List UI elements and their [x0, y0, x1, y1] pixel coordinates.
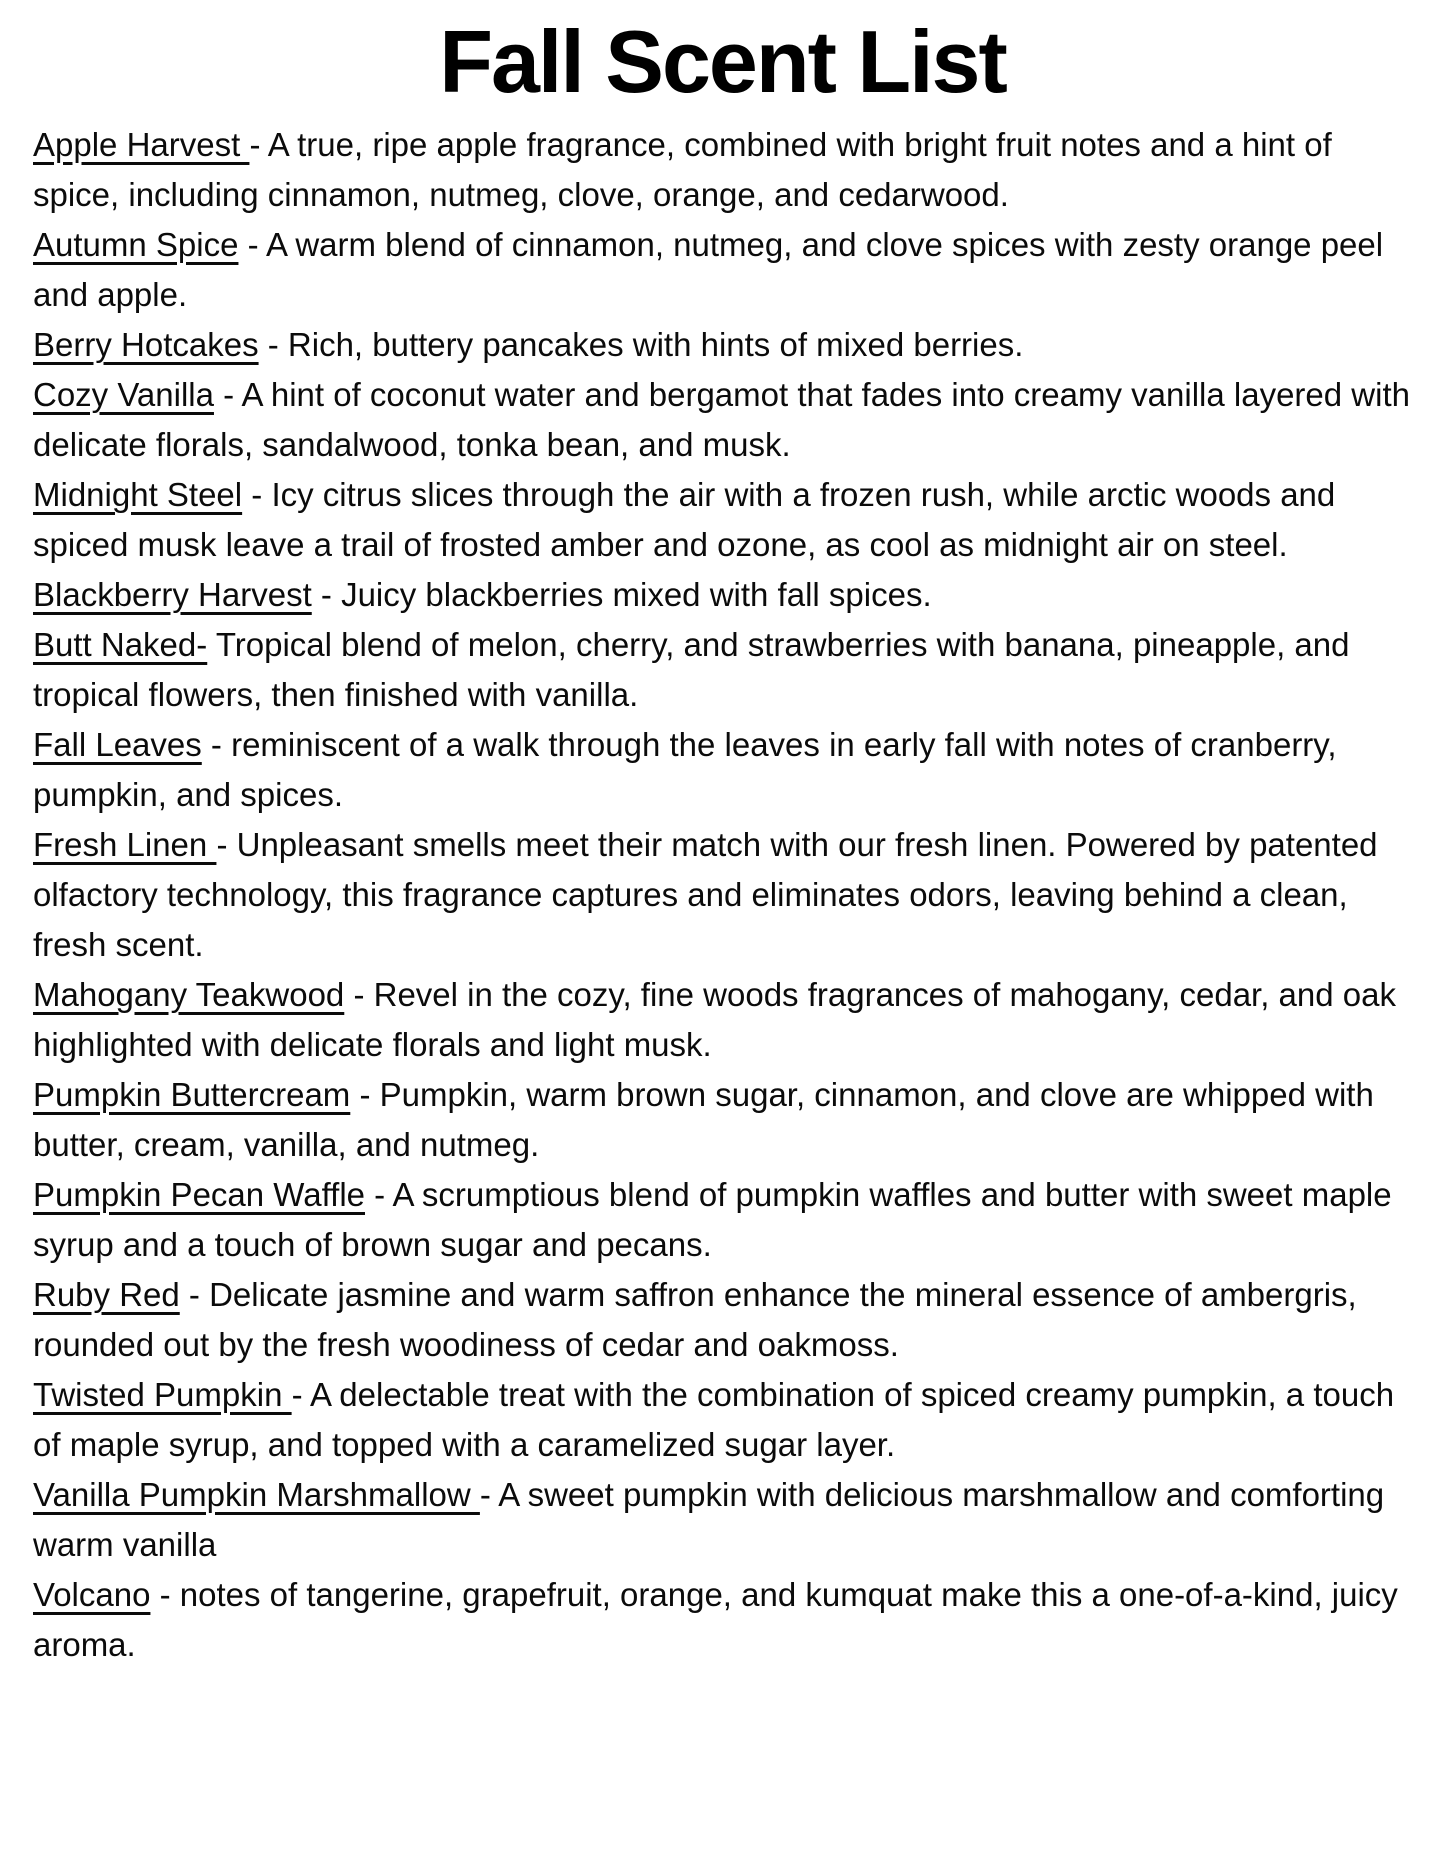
scent-separator: - — [249, 126, 268, 163]
scent-description: reminiscent of a walk through the leaves in early fall with notes of cranberry, pumpkin, and spices. — [33, 726, 1337, 813]
scent-entry — [33, 970, 1423, 1070]
scent-description: Icy citrus slices through the air with a frozen rush, while arctic woods and spiced musk leave a trail of frosted amber and ozone, as cool as midnight air on steel. — [33, 476, 1336, 563]
scent-entry — [33, 320, 1423, 370]
scent-name: Ruby Red — [33, 1276, 180, 1313]
scent-name: Volcano — [33, 1576, 151, 1613]
scent-separator: - — [179, 1276, 210, 1313]
scent-description: A true, ripe apple fragrance, combined with bright fruit notes and a hint of spice, including cinnamon, nutmeg, clove, orange, and cedarwood. — [33, 126, 1332, 213]
scent-entry — [33, 820, 1423, 970]
scent-entry — [33, 1270, 1423, 1370]
scent-entry — [33, 1470, 1423, 1570]
scent-description: Tropical blend of melon, cherry, and strawberries with banana, pineapple, and tropical flowers, then finished with vanilla. — [33, 626, 1350, 713]
scent-name: Midnight Steel — [33, 476, 243, 513]
scent-name: Fall Leaves — [33, 726, 202, 763]
scent-separator: - — [213, 376, 242, 413]
scent-name: Mahogany Teakwood — [33, 976, 345, 1013]
scent-name: Blackberry Harvest — [33, 576, 312, 613]
scent-entry — [33, 220, 1423, 320]
scent-description: A sweet pumpkin with delicious marshmallow and comforting warm vanilla — [33, 1476, 1385, 1563]
scent-description: Pumpkin, warm brown sugar, cinnamon, and clove are whipped with butter, cream, vanilla, and nutmeg. — [33, 1076, 1374, 1163]
scent-list — [0, 120, 1445, 1670]
scent-description: Revel in the cozy, fine woods fragrances of mahogany, cedar, and oak highlighted with delicate florals and light musk. — [33, 976, 1396, 1063]
scent-entry — [33, 1170, 1423, 1270]
scent-description: A delectable treat with the combination of spiced creamy pumpkin, a touch of maple syrup, and topped with a caramelized sugar layer. — [33, 1376, 1395, 1463]
scent-name: Apple Harvest — [33, 126, 250, 163]
scent-name: Vanilla Pumpkin Marshmallow — [33, 1476, 480, 1513]
scent-entry — [33, 1370, 1423, 1470]
scent-entry — [33, 370, 1423, 470]
scent-separator: - — [216, 826, 237, 863]
scent-separator: - — [201, 726, 232, 763]
scent-separator: - — [291, 1376, 310, 1413]
scent-name: Autumn Spice — [33, 226, 239, 263]
scent-name: Pumpkin Buttercream — [33, 1076, 351, 1113]
scent-separator: - — [242, 476, 272, 513]
scent-separator: - — [344, 976, 374, 1013]
scent-separator: - — [350, 1076, 380, 1113]
scent-description: Rich, buttery pancakes with hints of mixed berries. — [287, 326, 1024, 363]
scent-entry — [33, 720, 1423, 820]
scent-description: notes of tangerine, grapefruit, orange, and kumquat make this a one-of-a-kind, juicy aroma. — [33, 1576, 1398, 1663]
scent-entry — [33, 570, 1423, 620]
scent-separator: - — [479, 1476, 499, 1513]
scent-separator: - — [258, 326, 288, 363]
scent-name: Butt Naked- — [33, 626, 208, 663]
scent-name: Twisted Pumpkin — [33, 1376, 292, 1413]
scent-name: Cozy Vanilla — [33, 376, 214, 413]
scent-separator: - — [150, 1576, 180, 1613]
scent-name: Pumpkin Pecan Waffle — [33, 1176, 365, 1213]
scent-separator: - — [311, 576, 342, 613]
scent-name: Fresh Linen — [33, 826, 217, 863]
scent-description: A hint of coconut water and bergamot that fades into creamy vanilla layered with delicate florals, sandalwood, tonka bean, and musk. — [33, 376, 1410, 463]
scent-description: Juicy blackberries mixed with fall spices. — [341, 576, 932, 613]
scent-name: Berry Hotcakes — [33, 326, 259, 363]
page-title: Fall Scent List — [439, 12, 1006, 111]
scent-entry — [33, 470, 1423, 570]
scent-entry — [33, 120, 1423, 220]
scent-entry — [33, 1570, 1423, 1670]
scent-description: A warm blend of cinnamon, nutmeg, and clove spices with zesty orange peel and apple. — [33, 226, 1384, 313]
scent-description: Unpleasant smells meet their match with our fresh linen. Powered by patented olfactory technology, this fragrance captures and eliminates odors, leaving behind a clean, fresh scent. — [33, 826, 1378, 963]
scent-description: Delicate jasmine and warm saffron enhance the mineral essence of ambergris, rounded out by the fresh woodiness of cedar and oakmoss. — [33, 1276, 1357, 1363]
scent-description: A scrumptious blend of pumpkin waffles and butter with sweet maple syrup and a touch of brown sugar and pecans. — [33, 1176, 1392, 1263]
scent-separator: - — [238, 226, 266, 263]
scent-separator: - — [365, 1176, 393, 1213]
scent-separator — [207, 626, 216, 663]
scent-entry — [33, 1070, 1423, 1170]
scent-entry — [33, 620, 1423, 720]
